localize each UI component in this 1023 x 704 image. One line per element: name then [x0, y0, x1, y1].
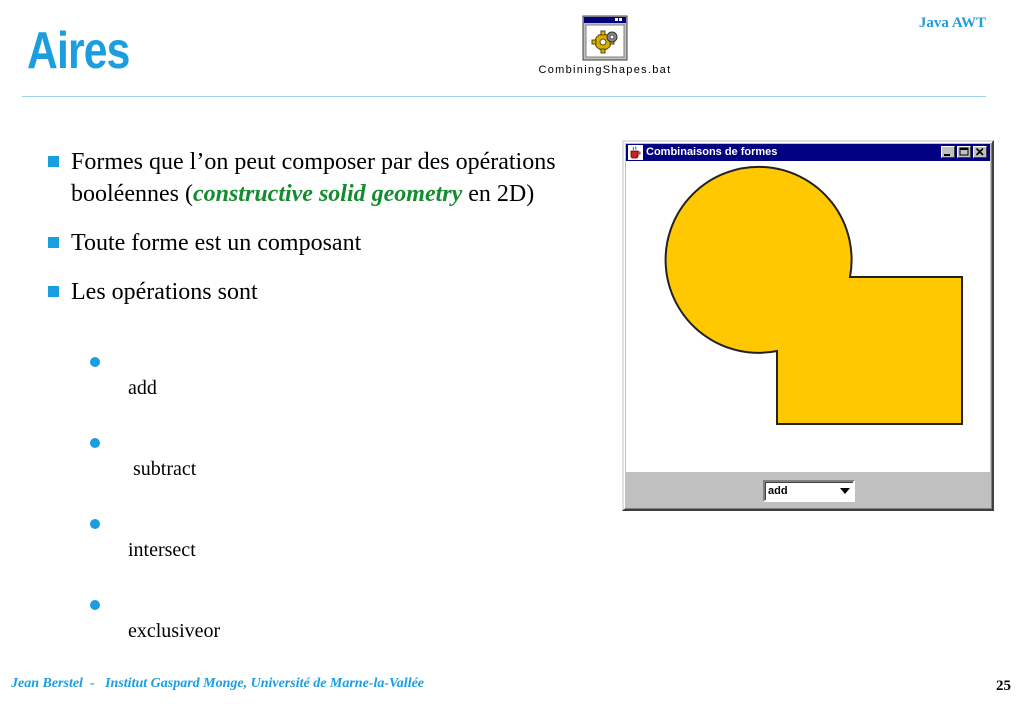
sub-item-label: exclusiveor	[128, 620, 221, 642]
window-title: Combinaisons de formes	[646, 146, 778, 158]
bullet-item-component	[46, 227, 586, 259]
batch-file-gear-icon	[581, 14, 629, 62]
round-bullet-icon	[90, 438, 100, 448]
bullet-text: Formes que l’on peut composer par des opérations booléennes (	[71, 149, 556, 207]
sub-item-label: intersect	[128, 539, 196, 561]
footer-credit: Jean Berstel - Institut Gaspard Monge, Université de Marne-la-Vallée	[11, 676, 425, 691]
sub-item-label: add	[128, 377, 157, 399]
sub-item-intersect	[88, 510, 220, 591]
bullet-emphasis: constructive solid geometry	[192, 181, 463, 207]
round-bullet-icon	[90, 357, 100, 367]
shape-canvas	[626, 161, 990, 472]
bullet-item-csg	[46, 146, 586, 210]
sub-item-exclusiveor	[88, 591, 220, 672]
header-divider	[22, 96, 986, 97]
round-bullet-icon	[90, 519, 100, 529]
sub-item-add	[88, 348, 220, 429]
square-bullet-icon	[48, 156, 59, 167]
close-icon	[975, 147, 985, 157]
minimize-icon	[943, 147, 953, 157]
square-bullet-icon	[48, 237, 59, 248]
bullet-text-tail: en 2D)	[462, 181, 535, 207]
combining-shapes-shortcut[interactable]	[520, 14, 690, 76]
bullet-text: Les opérations sont	[71, 279, 258, 305]
sub-item-label: subtract	[128, 458, 197, 480]
dropdown-arrow-icon[interactable]	[840, 488, 850, 494]
page-number: 25	[996, 678, 1011, 694]
minimize-button[interactable]	[941, 146, 955, 158]
slide-title: Aires	[27, 22, 130, 80]
bullet-item-operations	[46, 276, 586, 308]
maximize-icon	[959, 147, 969, 157]
control-strip	[626, 472, 990, 507]
operation-select[interactable]	[763, 480, 855, 502]
combinaisons-window	[622, 140, 994, 511]
square-bullet-icon	[48, 286, 59, 297]
shortcut-label: CombiningShapes.bat	[538, 64, 672, 76]
window-title-bar[interactable]	[626, 144, 990, 161]
header-tag: Java AWT	[918, 15, 986, 31]
operation-select-value: add	[768, 485, 788, 497]
sub-item-subtract	[88, 429, 220, 510]
java-cup-icon	[628, 145, 643, 160]
combined-shape-add	[666, 167, 962, 424]
operations-sublist	[46, 348, 220, 672]
bullet-text: Toute forme est un composant	[71, 230, 362, 256]
close-button[interactable]	[973, 146, 987, 158]
maximize-button[interactable]	[957, 146, 971, 158]
round-bullet-icon	[90, 600, 100, 610]
bullet-list	[46, 146, 586, 325]
